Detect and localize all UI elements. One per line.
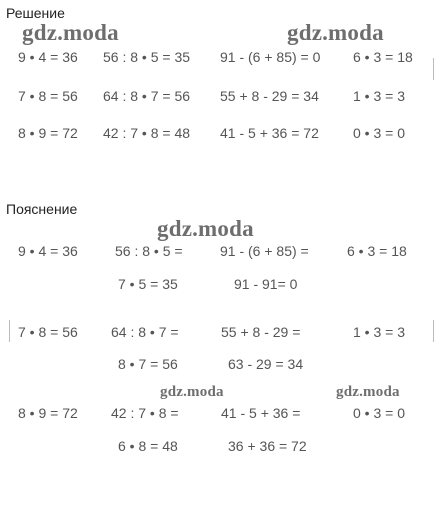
- divider: [433, 58, 434, 80]
- equation: 56 : 8 • 5 =: [115, 243, 183, 259]
- equation: 64 : 8 • 7 = 56: [103, 88, 191, 104]
- watermark-logo: gdz.moda: [336, 384, 400, 400]
- equation: 56 : 8 • 5 = 35: [103, 49, 191, 65]
- equation: 55 + 8 - 29 =: [221, 324, 301, 340]
- equation: 9 • 4 = 36: [18, 243, 78, 259]
- equation: 8 • 9 = 72: [18, 405, 78, 421]
- equation: 91 - (6 + 85) =: [220, 243, 309, 259]
- equation: 41 - 5 + 36 =: [221, 405, 301, 421]
- equation: 8 • 7 = 56: [118, 356, 178, 372]
- watermark-logo: gdz.moda: [287, 20, 384, 45]
- divider: [433, 320, 434, 342]
- equation: 91 - (6 + 85) = 0: [220, 49, 321, 65]
- explanation-heading: Пояснение: [6, 201, 78, 217]
- watermark-logo: gdz.moda: [157, 216, 254, 241]
- watermark-logo: gdz.moda: [160, 384, 224, 400]
- watermark-logo: gdz.moda: [22, 20, 119, 45]
- equation: 1 • 3 = 3: [353, 324, 405, 340]
- equation: 9 • 4 = 36: [18, 49, 78, 65]
- equation: 0 • 3 = 0: [353, 405, 405, 421]
- equation: 7 • 8 = 56: [18, 324, 78, 340]
- equation: 91 - 91= 0: [234, 276, 298, 292]
- equation: 6 • 8 = 48: [118, 438, 178, 454]
- equation: 63 - 29 = 34: [228, 356, 304, 372]
- solution-heading: Решение: [6, 5, 65, 21]
- equation: 42 : 7 • 8 = 48: [103, 125, 191, 141]
- equation: 7 • 5 = 35: [118, 276, 178, 292]
- equation: 8 • 9 = 72: [18, 125, 78, 141]
- equation: 6 • 3 = 18: [353, 49, 413, 65]
- equation: 42 : 7 • 8 =: [111, 405, 179, 421]
- equation: 7 • 8 = 56: [18, 88, 78, 104]
- equation: 64 : 8 • 7 =: [111, 324, 179, 340]
- equation: 36 + 36 = 72: [228, 438, 307, 454]
- equation: 6 • 3 = 18: [347, 243, 407, 259]
- equation: 41 - 5 + 36 = 72: [220, 125, 319, 141]
- equation: 1 • 3 = 3: [353, 88, 405, 104]
- equation: 0 • 3 = 0: [353, 125, 405, 141]
- equation: 55 + 8 - 29 = 34: [220, 88, 319, 104]
- divider: [9, 320, 10, 342]
